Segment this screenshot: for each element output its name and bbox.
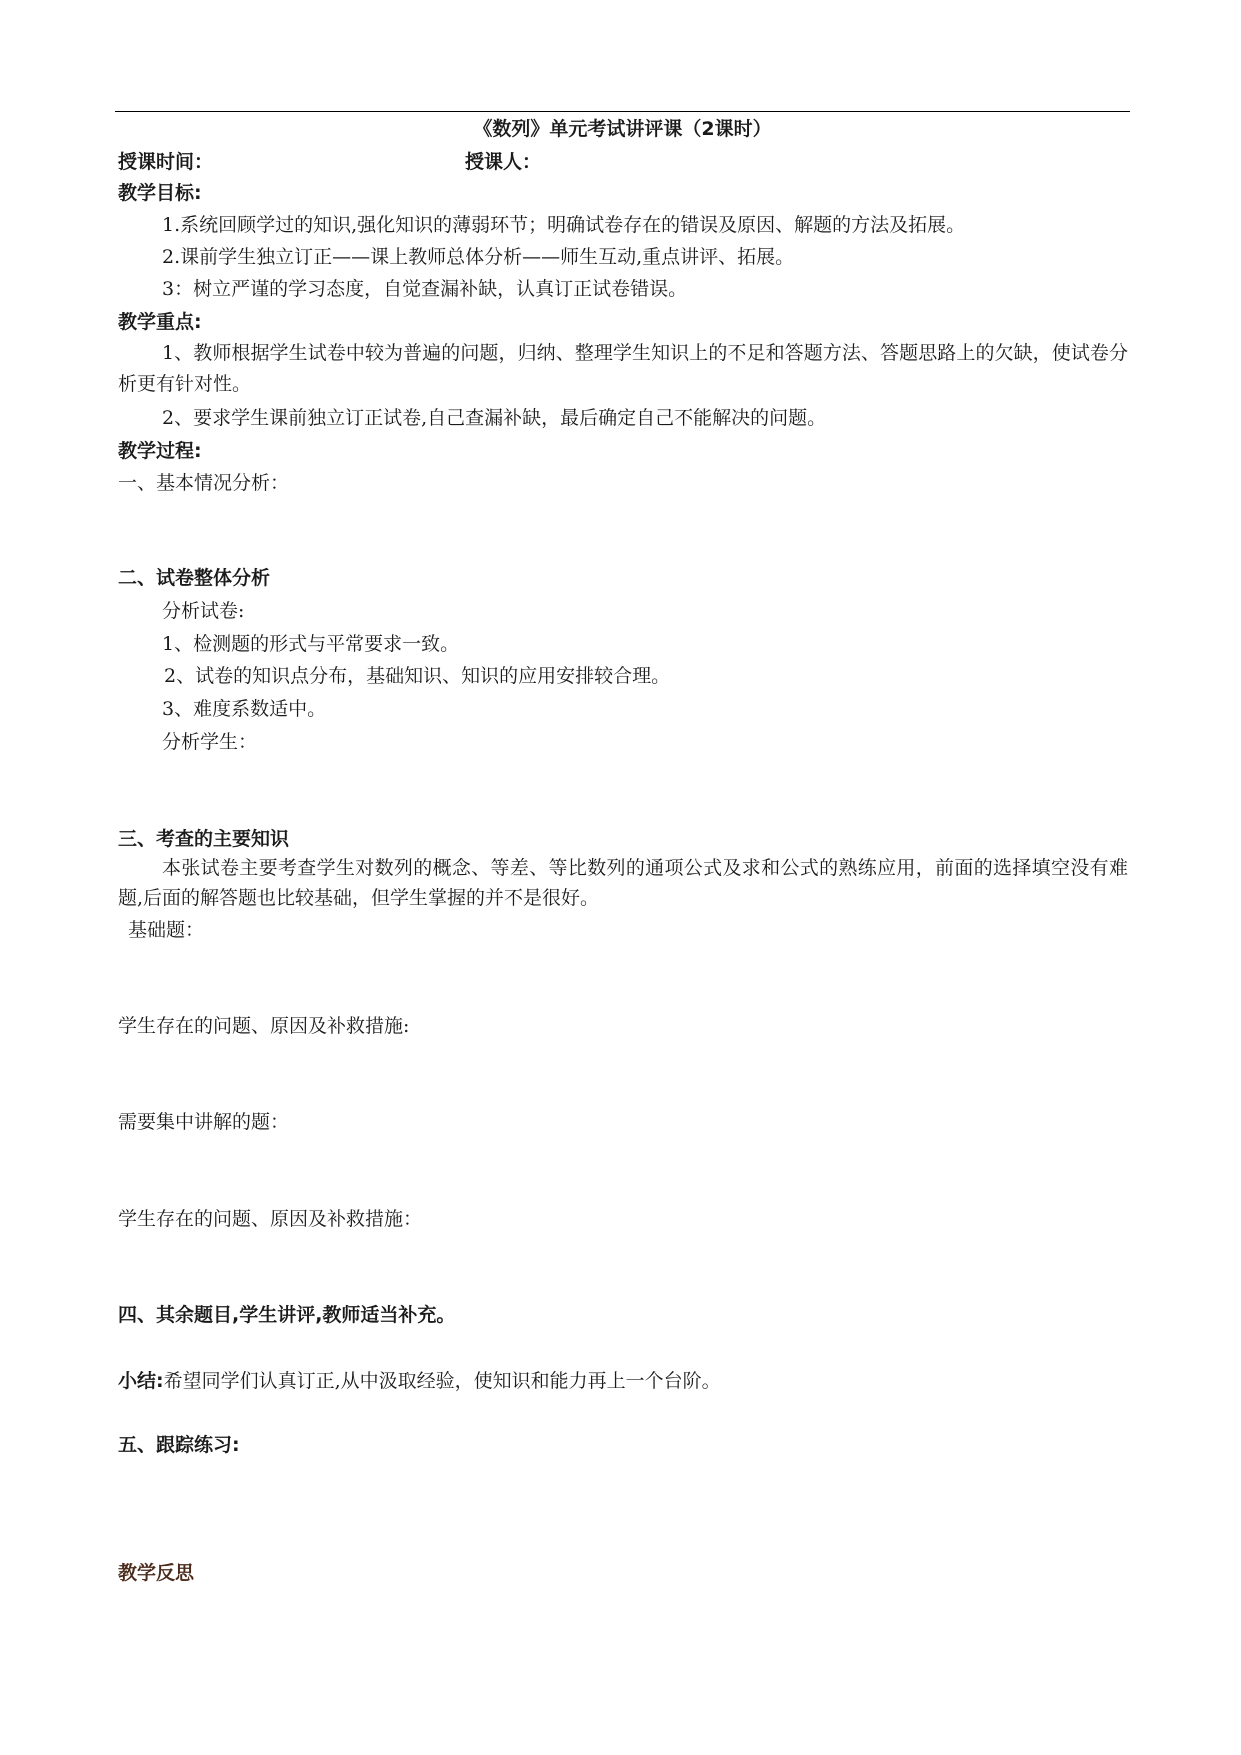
goal-item: 1.系统回顾学过的知识,强化知识的薄弱环节；明确试卷存在的错误及原因、解题的方法及拓展。	[162, 214, 966, 236]
summary-line	[118, 1368, 721, 1394]
section-paper-analysis-heading: 二、试卷整体分析	[118, 567, 271, 589]
focus-explain-label: 需要集中讲解的题：	[118, 1111, 290, 1133]
focus-item-2: 2、要求学生课前独立订正试卷,自己查漏补缺，最后确定自己不能解决的问题。	[162, 407, 827, 429]
class-time-label: 授课时间：	[118, 151, 214, 173]
section-remaining-questions: 四、其余题目,学生讲评,教师适当补充。	[118, 1304, 456, 1326]
process-heading: 教学过程:	[118, 440, 202, 462]
goal-item: 2.课前学生独立订正——课上教师总体分析——师生互动,重点讲评、拓展。	[162, 246, 795, 268]
focus-item-1: 1、教师根据学生试卷中较为普遍的问题，归纳、整理学生知识上的不足和答题方法、答题思路上的欠缺，使试卷分析更有针对性。	[118, 342, 1128, 395]
paper-analysis-item: 1、检测题的形式与平常要求一致。	[162, 633, 460, 655]
goals-heading: 教学目标:	[118, 182, 202, 204]
analyze-students-label: 分析学生：	[162, 731, 258, 753]
student-problems-label: 学生存在的问题、原因及补救措施:	[118, 1015, 410, 1037]
summary-label: 小结:	[118, 1370, 164, 1392]
section-follow-up-practice: 五、跟踪练习:	[118, 1434, 240, 1456]
paper-analysis-item: 3、难度系数适中。	[162, 698, 327, 720]
teaching-reflection-heading: 教学反思	[118, 1562, 195, 1584]
section-main-knowledge-heading: 三、考查的主要知识	[118, 828, 290, 850]
main-knowledge-paragraph: 本张试卷主要考查学生对数列的概念、等差、等比数列的通项公式及求和公式的熟练应用，前面的选择填空没有难题,后面的解答题也比较基础，但学生掌握的并不是很好。	[118, 857, 1128, 909]
paper-analysis-item: 2、试卷的知识点分布，基础知识、知识的应用安排较合理。	[164, 665, 671, 687]
document-title: 《数列》单元考试讲评课（2课时）	[473, 118, 772, 140]
basic-questions-label: 基础题：	[128, 919, 205, 941]
analyze-paper-label: 分析试卷:	[162, 600, 245, 622]
student-problems-label-2: 学生存在的问题、原因及补救措施：	[118, 1208, 423, 1230]
goal-item: 3：树立严谨的学习态度，自觉查漏补缺，认真订正试卷错误。	[162, 278, 688, 300]
focus-heading: 教学重点:	[118, 311, 202, 333]
header-rule	[115, 111, 1130, 112]
section-basic-analysis: 一、基本情况分析：	[118, 472, 290, 494]
summary-text: 希望同学们认真订正,从中汲取经验，使知识和能力再上一个台阶。	[163, 1370, 721, 1392]
teacher-label: 授课人：	[465, 151, 542, 173]
